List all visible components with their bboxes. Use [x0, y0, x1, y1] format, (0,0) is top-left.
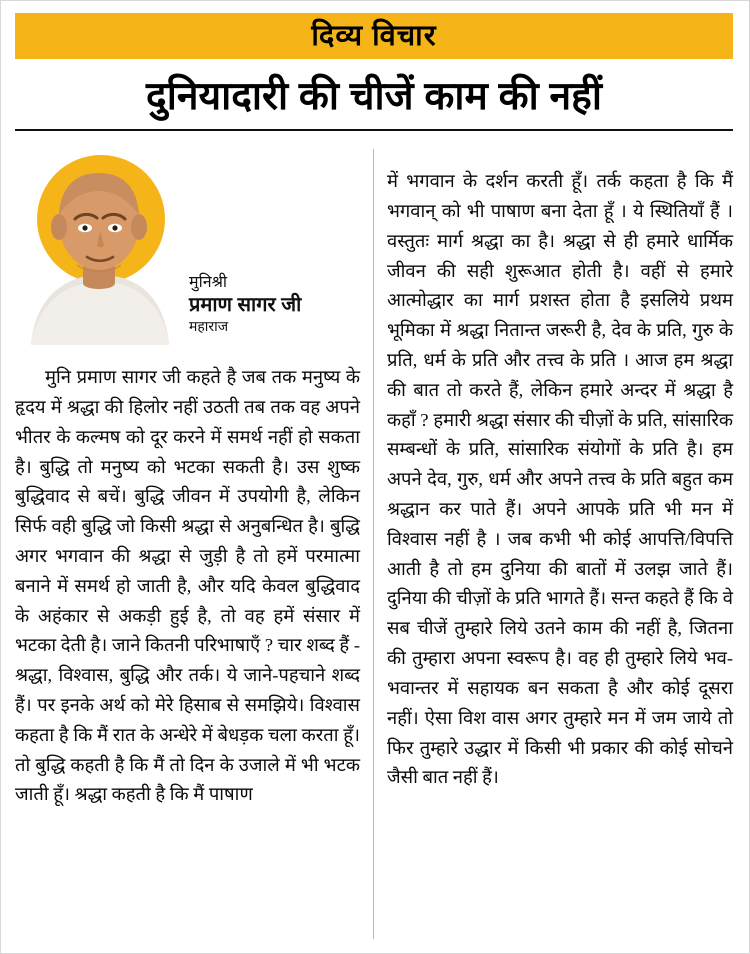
masthead-title: दिव्य विचार	[311, 19, 437, 52]
headline-section	[15, 59, 733, 139]
author-block	[15, 149, 360, 345]
monk-figure-icon	[15, 149, 183, 345]
article-body-right: में भगवान के दर्शन करती हूँ। तर्क कहता है कि मैं भगवान् को भी पाषाण बना देता हूँ । ये स्थितियाँ हैं । वस्तुतः मार्ग श्रद्धा का है। श्रद्धा से ही हमारे धार्मिक जीवन की सही शुरूआत होती है। वहीं से हमारे आत्मोद्धार का मार्ग प्रशस्त होता है इसलिये प्रथम भूमिका में श्रद्धा नितान्त जरूरी है, देव के प्रति, गुरु के प्रति, धर्म के प्रति और तत्त्व के प्रति । आज हम श्रद्धा की बात तो करते हैं, लेकिन हमारे अन्दर में श्रद्धा है कहाँ ? हमारी श्रद्धा संसार की चीज़ों के प्रति, सांसारिक सम्बन्धों के प्रति, सांसारिक संयोगों के प्रति है। हम अपने देव, गुरु, धर्म और अपने तत्त्व के प्रति बहुत कम श्रद्धान कर पाते हैं। अपने आपके प्रति भी मन में विश्वास नहीं है । जब कभी भी कोई आपत्ति/विपत्ति आती है तो हम दुनिया की बातों में उलझ जाते हैं। दुनिया की चीज़ों के प्रति भागते हैं। सन्त कहते हैं कि वे सब चीजें तुम्हारे लिये उतने काम की नहीं है, जितना की तुम्हारा अपना स्वरूप है। वह ही तुम्हारे लिये भव-भवान्तर में सहायक बन सकता है और कोई दूसरा नहीं। ऐसा विश वास अगर तुम्हारे मन में जम जाये तो फिर तुम्हारे उद्धार में किसी भी प्रकार की कोई सोचने जैसी बात नहीं हैं।	[387, 171, 733, 788]
page-inner	[15, 13, 733, 939]
masthead-banner	[15, 13, 733, 59]
article-body-left: मुनि प्रमाण सागर जी कहते है जब तक मनुष्य के हृदय में श्रद्धा की हिलोर नहीं उठती तब तक वह अपने भीतर के कल्मष को दूर करने में समर्थ नहीं हो सकता है। बुद्धि तो मनुष्य को भटका सकती है। उस शुष्क बुद्धिवाद से बचें। बुद्धि जीवन में उपयोगी है, लेकिन सिर्फ वही बुद्धि जो किसी श्रद्धा से अनुबन्धित है। बुद्धि अगर भगवान की श्रद्धा से जुड़ी है तो हमें परमात्मा बनाने में समर्थ हो जाती है, और यदि केवल बुद्धिवाद के अहंकार से अकड़ी हुई है, तो वह हमें संसार में भटका देती है। जाने कितनी परिभाषाएँ ? चार शब्द हैं - श्रद्धा, विश्वास, बुद्धि और तर्क। ये जाने-पहचाने शब्द हैं। पर इनके अर्थ को मेरे हिसाब से समझिये। विश्वास कहता है कि मैं रात के अन्धेरे में बेधड़क चला करता हूँ। तो बुद्धि कहती है कि मैं तो दिन के उजाले में भी भटक जाती हूँ। श्रद्धा कहती है कि मैं पाषाण	[15, 367, 360, 805]
byline-honorific: मुनिश्री	[189, 273, 228, 291]
headline-divider	[15, 129, 733, 131]
byline-name: प्रमाण सागर जी	[189, 293, 302, 316]
monk-portrait	[15, 149, 183, 345]
byline	[189, 273, 301, 345]
byline-title: महाराज	[189, 317, 229, 334]
article-columns	[15, 149, 733, 939]
column-left	[15, 149, 374, 939]
column-right	[374, 149, 733, 939]
page-title: दुनियादारी की चीजें काम की नहीं	[146, 75, 602, 118]
